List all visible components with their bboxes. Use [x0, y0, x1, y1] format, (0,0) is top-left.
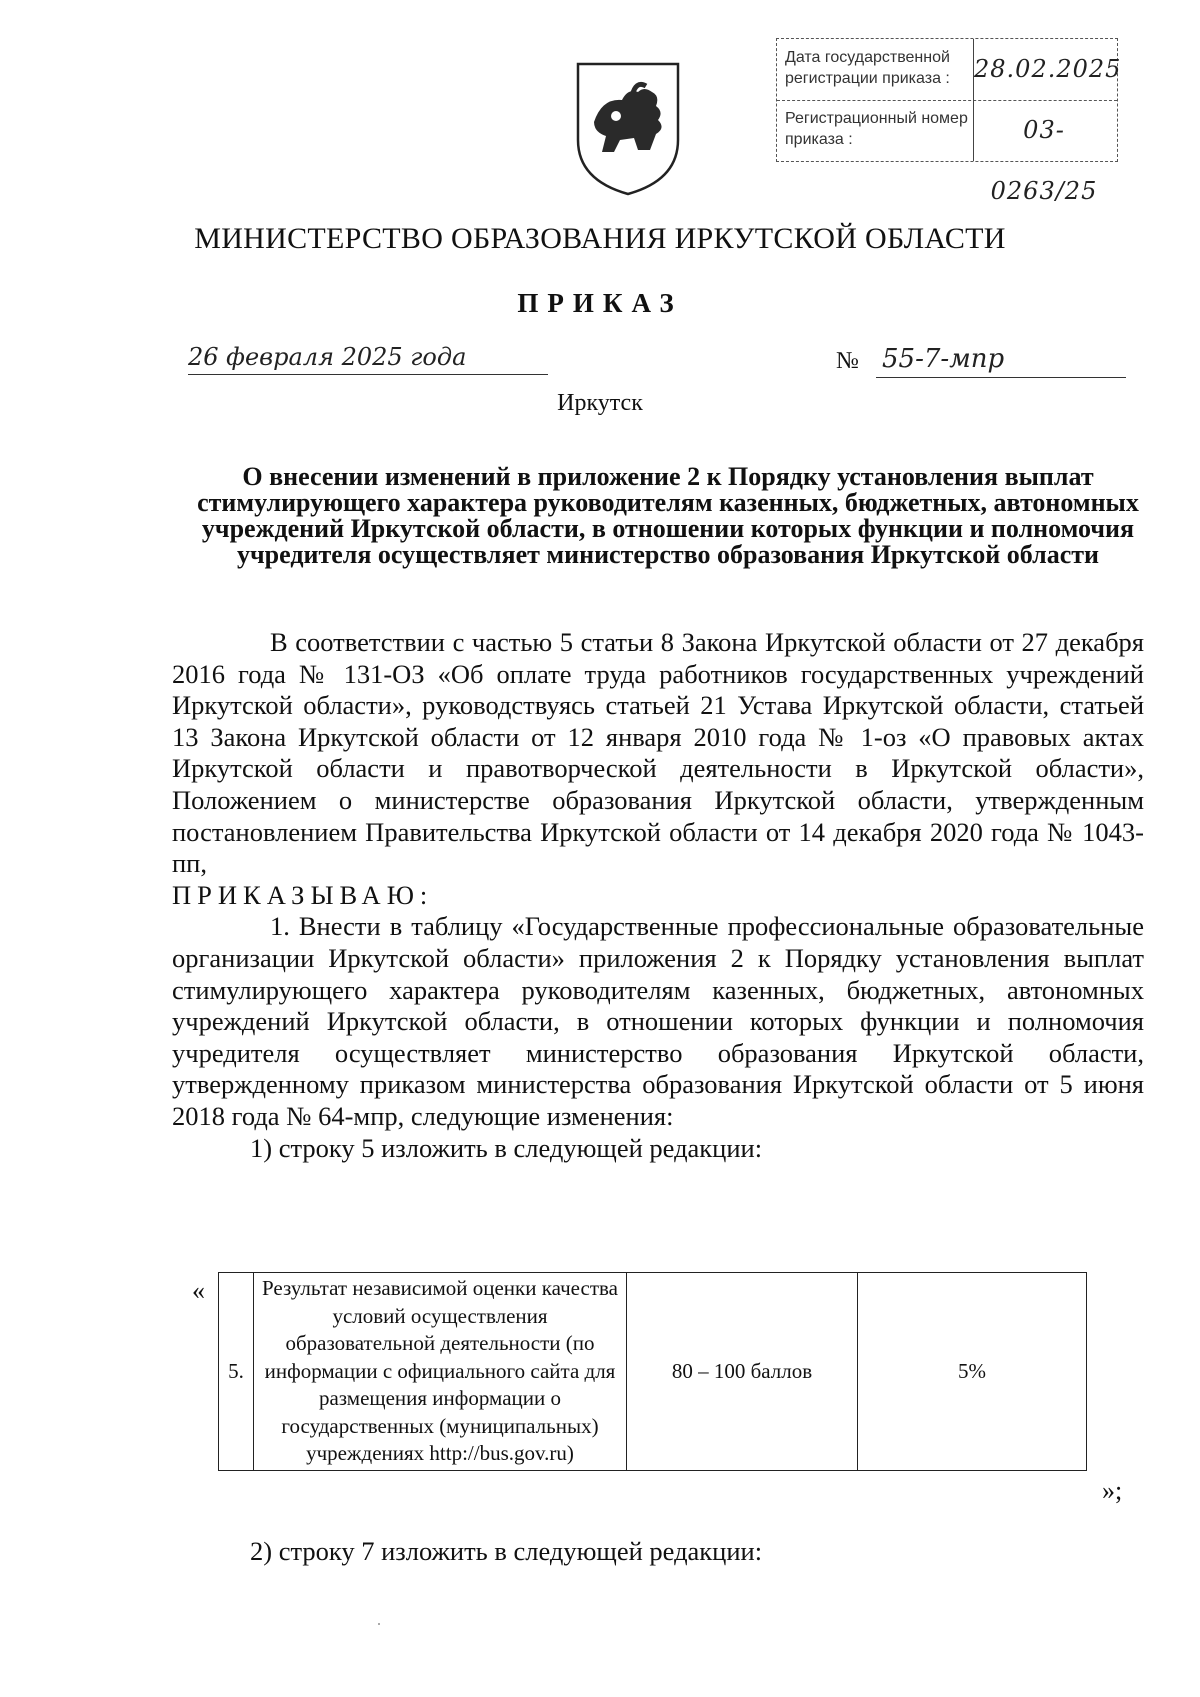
preamble-paragraph: В соответствии с частью 5 статьи 8 Закона Иркутской области от 27 декабря 2016 года № 131-ОЗ «Об оплате труда работников государственных учреждений Иркутской области», руководствуясь статьей 21 Устава Иркутской области, статьей 13 Закона Иркутской области от 12 января 2010 года № 1-оз «О правовых актах Иркутской области и правотворческой деятельности в Иркутской области», Положением о министерстве образования Иркутской области, утвержденным постановлением Правительства Иркутской области от 14 декабря 2020 года № 1043-пп, [172, 627, 1144, 879]
order-date-handwritten: 26 февраля 2025 года [188, 340, 548, 375]
ministry-name: МИНИСТЕРСТВО ОБРАЗОВАНИЯ ИРКУТСКОЙ ОБЛАСТИ [194, 222, 1006, 255]
order-number [836, 344, 1136, 378]
range-cell: 80 – 100 баллов [627, 1273, 858, 1471]
table-quote-open: « [192, 1276, 205, 1305]
order-number-handwritten: 55-7-мпр [876, 344, 1126, 378]
scan-speck [378, 1623, 380, 1625]
registration-number-row [777, 100, 1117, 205]
city: Иркутск [557, 390, 643, 416]
registration-date-value: 28.02.2025 [973, 39, 1114, 100]
order-body [172, 627, 1144, 1164]
document-type: ПРИКАЗ [517, 288, 683, 318]
percent-cell: 5% [858, 1273, 1087, 1471]
table-row [219, 1273, 1087, 1471]
criterion-cell: Результат независимой оценки качества условий осуществления образовательной деятельности (по информации с официального сайта для размещения информации о государственных (муниципальных) учреждениях http://bus.gov.ru) [254, 1273, 627, 1471]
prikazyvayu-heading: ПРИКАЗЫВАЮ: [172, 879, 434, 910]
sub-item-2: 2) строку 7 изложить в следующей редакции: [250, 1536, 763, 1566]
number-sign: № [836, 348, 859, 374]
order-title: О внесении изменений в приложение 2 к Порядку установления выплат стимулирующего характера руководителям казенных, бюджетных, автономных учреждений Иркутской области, в отношении которых функции и полномочия учредителя осуществляет министерство образования Иркутской области [197, 462, 1139, 569]
registration-date-row [777, 39, 1122, 101]
row-number-cell: 5. [219, 1273, 254, 1471]
item-1-paragraph: 1. Внести в таблицу «Государственные профессиональные образовательные организации Иркутской области» приложения 2 к Порядку установления выплат стимулирующего характера руководителям казенных, бюджетных, автономных учреждений Иркутской области, в отношении которых функции и полномочия учредителя осуществляет министерство образования Иркутской области, утвержденному приказом министерства образования Иркутской области от 5 июня 2018 года № 64-мпр, следующие изменения: [172, 911, 1144, 1131]
sub-item-1: 1) строку 5 изложить в следующей редакции: [250, 1132, 763, 1163]
registration-number-value: 03-0263/25 [973, 100, 1114, 161]
registration-stamp [776, 38, 1122, 205]
table-quote-close: »; [1102, 1476, 1123, 1505]
registration-date-label: Дата государственной регистрации приказа : [785, 49, 950, 87]
registration-number-label: Регистрационный номер приказа : [785, 110, 968, 148]
amendment-table [218, 1272, 1087, 1471]
coat-of-arms-emblem [572, 58, 684, 198]
